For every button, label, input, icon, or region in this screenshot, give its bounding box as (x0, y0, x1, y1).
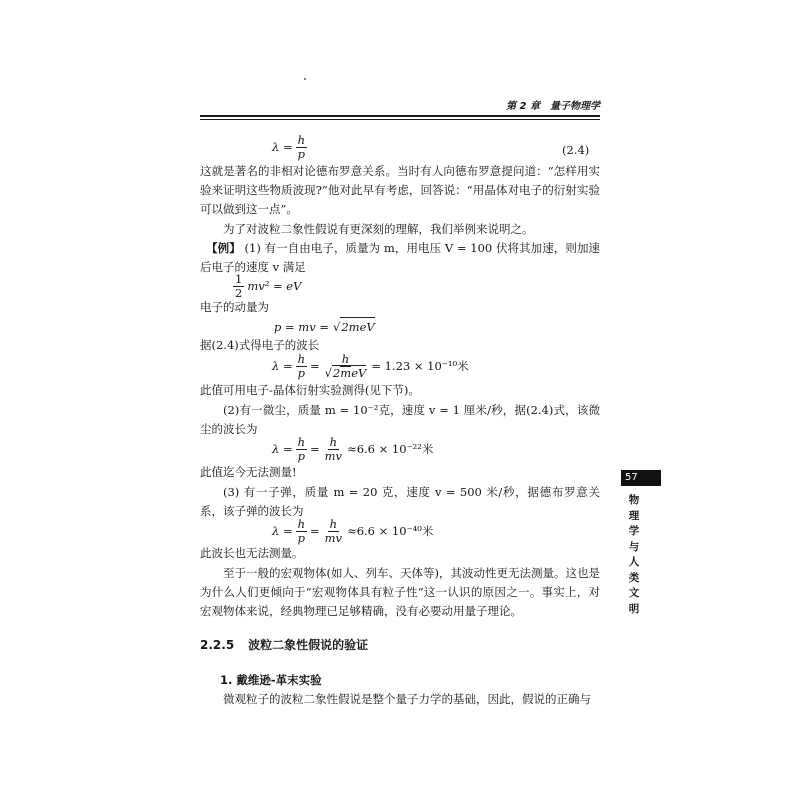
eq-lhs: λ = (272, 442, 293, 456)
paragraph-last: 微观粒子的波粒二象性假说是整个量子力学的基础，因此，假说的正确与 (223, 692, 591, 706)
eq-momentum-radicand: 2meV (340, 317, 374, 337)
radicand: 2meV (332, 366, 367, 380)
fraction-num: h (341, 352, 350, 366)
eq-fraction-1 (296, 436, 307, 463)
equation-number: (2.4) (562, 143, 590, 157)
fraction-den: mv (324, 449, 343, 463)
example-3: (3) 有一子弹，质量 m = 20 克，速度 v = 500 米/秒，据德布罗意关系，该子弹的波长为 (200, 485, 600, 518)
subsection-heading: 1. 戴维逊-革末实验 (220, 673, 322, 687)
header-rule-thick (200, 115, 600, 117)
page-number-tab: 57 (621, 470, 661, 486)
eq-momentum-text: p = mv = (274, 319, 330, 334)
equation-2-4 (272, 134, 310, 161)
eq-result: ≈6.6 × 10⁻²²米 (347, 442, 434, 456)
eq-equals: = (310, 442, 320, 456)
eq-fraction-2 (323, 353, 369, 380)
fraction-den-sqrt: √2meV (324, 366, 367, 380)
fraction-num: h (329, 517, 338, 531)
eq-fraction-num: h (297, 133, 306, 147)
eq-fraction (296, 134, 307, 161)
momentum-label: 电子的动量为 (200, 300, 269, 314)
section-number: 2.2.5 (200, 638, 235, 652)
running-header: 第 2 章 量子物理学 (506, 101, 600, 112)
fraction-num: h (297, 352, 306, 366)
fraction-den: p (297, 449, 305, 463)
eq-result: = 1.23 × 10⁻¹⁰米 (371, 359, 469, 373)
paragraph-de-broglie: 这就是著名的非相对论德布罗意关系。当时有人向德布罗意提问道：“怎样用实验来证明这些物质波现?”他对此早有考虑，回答说：“用晶体对电子的衍射实验可以做到这一点”。 (200, 164, 600, 216)
eq-fraction-2 (323, 518, 344, 545)
section-heading (200, 636, 600, 655)
eq-half-den: 2 (235, 286, 243, 300)
fraction-den: mv (324, 531, 343, 545)
equation-wavelength-electron (272, 353, 469, 380)
fraction-num: h (297, 435, 306, 449)
eq-result: ≈6.6 × 10⁻⁴⁰米 (347, 524, 434, 538)
equation-energy (230, 273, 301, 300)
paragraph-macroscopic: 至于一般的宏观物体(如人、列车、天体等)，其波动性更无法测量。这也是为什么人们更倾向于“宏观物体具有粒子性”这一认识的原因之一。事实上，对宏观物体来说，经典物理已足够精确，没有必要动用量子理论。 (200, 566, 600, 618)
fraction-den: p (297, 531, 305, 545)
header-rule-thin (200, 119, 600, 120)
measure-note-2: 此值迄今无法测量! (200, 465, 297, 479)
eq-lhs: λ = (272, 140, 293, 154)
equation-momentum (274, 317, 375, 337)
example-label: 【例】 (206, 241, 241, 255)
equation-wavelength-dust (272, 436, 433, 463)
eq-fraction-2 (323, 436, 344, 463)
speck (304, 78, 306, 80)
example-1-text: (1) 有一自由电子，质量为 m，用电压 V = 100 伏将其加速，则加速后电子的速度 v 满足 (200, 241, 601, 274)
eq-lhs: λ = (272, 524, 293, 538)
section-title: 波粒二象性假说的验证 (248, 638, 369, 652)
fraction-den: p (297, 366, 305, 380)
eq-equals: = (310, 359, 320, 373)
eq-equals: = (310, 524, 320, 538)
wavelength-label: 据(2.4)式得电子的波长 (200, 338, 320, 352)
eq-fraction-den: p (297, 147, 305, 161)
measure-note-3: 此波长也无法测量。 (200, 546, 304, 560)
equation-wavelength-bullet (272, 518, 433, 545)
sqrt-sign: √ (333, 319, 341, 334)
measure-note-1: 此值可用电子-晶体衍射实验测得(见下节)。 (200, 383, 420, 397)
sidebar-book-title: 物理学与人类文明 (628, 494, 640, 615)
eq-half (233, 273, 244, 300)
eq-fraction-1 (296, 353, 307, 380)
paragraph-intro-examples: 为了对波粒二象性假说有更深刻的理解，我们举例来说明之。 (223, 222, 534, 236)
eq-lhs: λ = (272, 359, 293, 373)
example-2: (2)有一微尘，质量 m = 10⁻²克，速度 v = 1 厘米/秒，据(2.4)式，该微尘的波长为 (200, 403, 600, 436)
eq-energy-rest: mv² = eV (247, 279, 302, 293)
example-1 (200, 239, 600, 277)
fraction-num: h (329, 435, 338, 449)
fraction-num: h (297, 517, 306, 531)
eq-fraction-1 (296, 518, 307, 545)
eq-half-num: 1 (235, 272, 243, 286)
